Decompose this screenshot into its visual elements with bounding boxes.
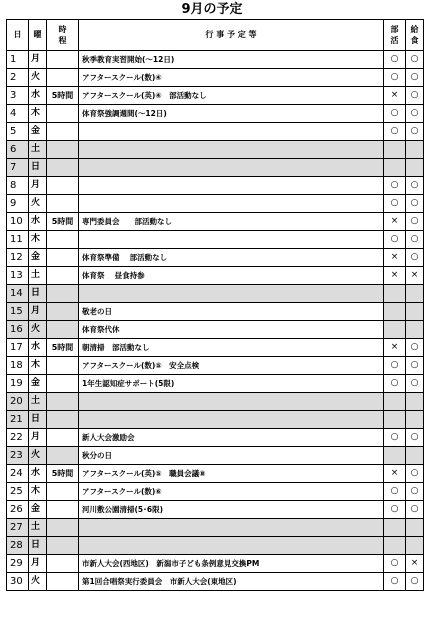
event-cell: アフタースクール(英)④ 部活動なし xyxy=(79,87,384,105)
header-lunch-line-2: 食 xyxy=(410,36,419,45)
header-row xyxy=(7,20,424,51)
day-cell: 29 xyxy=(7,555,29,573)
day-cell: 8 xyxy=(7,177,29,195)
event-cell xyxy=(79,159,384,177)
event-cell: アフタースクール(英)⑤ 職員会議⑧ xyxy=(79,465,384,483)
club-cell xyxy=(384,159,406,177)
event-cell: 秋分の日 xyxy=(79,447,384,465)
weekday-cell: 水 xyxy=(29,213,47,231)
period-cell xyxy=(47,321,79,339)
table-row xyxy=(7,321,424,339)
period-cell xyxy=(47,393,79,411)
period-cell xyxy=(47,519,79,537)
club-cell: ○ xyxy=(384,69,406,87)
day-cell: 21 xyxy=(7,411,29,429)
table-row xyxy=(7,213,424,231)
lunch-cell: ○ xyxy=(406,339,424,357)
weekday-cell: 火 xyxy=(29,447,47,465)
lunch-cell: ○ xyxy=(406,123,424,141)
day-cell: 23 xyxy=(7,447,29,465)
club-cell xyxy=(384,141,406,159)
day-cell: 22 xyxy=(7,429,29,447)
club-cell xyxy=(384,411,406,429)
header-weekday: 曜 xyxy=(29,20,47,51)
weekday-cell: 木 xyxy=(29,357,47,375)
lunch-cell: ○ xyxy=(406,483,424,501)
weekday-cell: 金 xyxy=(29,501,47,519)
weekday-cell: 日 xyxy=(29,537,47,555)
weekday-cell: 火 xyxy=(29,321,47,339)
header-club xyxy=(384,20,406,51)
club-cell: × xyxy=(384,213,406,231)
event-cell: 河川敷公園清掃(5･6限) xyxy=(79,501,384,519)
club-cell: × xyxy=(384,339,406,357)
club-cell: ○ xyxy=(384,177,406,195)
event-cell xyxy=(79,411,384,429)
club-cell: ○ xyxy=(384,231,406,249)
period-cell xyxy=(47,105,79,123)
period-cell xyxy=(47,537,79,555)
lunch-cell xyxy=(406,159,424,177)
table-row xyxy=(7,285,424,303)
event-cell xyxy=(79,231,384,249)
event-cell: 体育祭代休 xyxy=(79,321,384,339)
period-cell xyxy=(47,303,79,321)
table-row xyxy=(7,537,424,555)
lunch-cell: ○ xyxy=(406,213,424,231)
lunch-cell: ○ xyxy=(406,51,424,69)
event-cell xyxy=(79,393,384,411)
day-cell: 17 xyxy=(7,339,29,357)
lunch-cell: ○ xyxy=(406,195,424,213)
table-row xyxy=(7,483,424,501)
lunch-cell xyxy=(406,303,424,321)
club-cell: ○ xyxy=(384,357,406,375)
event-cell xyxy=(79,141,384,159)
header-lunch xyxy=(406,20,424,51)
event-cell xyxy=(79,195,384,213)
day-cell: 30 xyxy=(7,573,29,591)
table-row xyxy=(7,339,424,357)
period-cell xyxy=(47,447,79,465)
day-cell: 16 xyxy=(7,321,29,339)
table-row xyxy=(7,375,424,393)
event-cell: 専門委員会 部活動なし xyxy=(79,213,384,231)
table-row xyxy=(7,141,424,159)
lunch-cell: × xyxy=(406,555,424,573)
event-cell: 第1回合唱祭実行委員会 市新人大会(東地区) xyxy=(79,573,384,591)
table-row xyxy=(7,87,424,105)
period-cell xyxy=(47,429,79,447)
weekday-cell: 月 xyxy=(29,555,47,573)
period-cell: 5時間 xyxy=(47,87,79,105)
period-cell: 5時間 xyxy=(47,339,79,357)
lunch-cell xyxy=(406,411,424,429)
club-cell: ○ xyxy=(384,555,406,573)
lunch-cell xyxy=(406,285,424,303)
weekday-cell: 日 xyxy=(29,411,47,429)
lunch-cell: ○ xyxy=(406,69,424,87)
weekday-cell: 土 xyxy=(29,393,47,411)
event-cell: アフタースクール(数)④ xyxy=(79,69,384,87)
club-cell: ○ xyxy=(384,573,406,591)
weekday-cell: 火 xyxy=(29,573,47,591)
table-row xyxy=(7,249,424,267)
weekday-cell: 水 xyxy=(29,465,47,483)
table-row xyxy=(7,501,424,519)
club-cell xyxy=(384,285,406,303)
table-row xyxy=(7,393,424,411)
table-row xyxy=(7,267,424,285)
event-cell: アフタースクール(数)⑥ xyxy=(79,483,384,501)
weekday-cell: 金 xyxy=(29,375,47,393)
day-cell: 7 xyxy=(7,159,29,177)
period-cell xyxy=(47,69,79,87)
table-row xyxy=(7,465,424,483)
day-cell: 14 xyxy=(7,285,29,303)
schedule-table xyxy=(6,19,424,591)
table-row xyxy=(7,447,424,465)
weekday-cell: 土 xyxy=(29,519,47,537)
lunch-cell: ○ xyxy=(406,357,424,375)
header-club-line-1: 部 xyxy=(390,25,399,34)
day-cell: 19 xyxy=(7,375,29,393)
weekday-cell: 月 xyxy=(29,303,47,321)
header-events: 行 事 予 定 等 xyxy=(79,20,384,51)
day-cell: 6 xyxy=(7,141,29,159)
day-cell: 18 xyxy=(7,357,29,375)
lunch-cell: ○ xyxy=(406,429,424,447)
table-row xyxy=(7,123,424,141)
table-row xyxy=(7,231,424,249)
club-cell xyxy=(384,393,406,411)
event-cell xyxy=(79,285,384,303)
weekday-cell: 月 xyxy=(29,177,47,195)
period-cell xyxy=(47,231,79,249)
header-period-line-1: 時 xyxy=(58,25,67,34)
table-row xyxy=(7,573,424,591)
table-row xyxy=(7,519,424,537)
lunch-cell: ○ xyxy=(406,87,424,105)
schedule-body xyxy=(7,51,424,591)
club-cell xyxy=(384,537,406,555)
period-cell xyxy=(47,357,79,375)
club-cell: ○ xyxy=(384,375,406,393)
club-cell: × xyxy=(384,87,406,105)
weekday-cell: 金 xyxy=(29,249,47,267)
lunch-cell xyxy=(406,393,424,411)
weekday-cell: 日 xyxy=(29,285,47,303)
club-cell: ○ xyxy=(384,123,406,141)
header-period xyxy=(47,20,79,51)
lunch-cell: ○ xyxy=(406,105,424,123)
lunch-cell: ○ xyxy=(406,249,424,267)
period-cell: 5時間 xyxy=(47,465,79,483)
event-cell: 体育祭強調週間(～12日) xyxy=(79,105,384,123)
event-cell: 体育祭準備 部活動なし xyxy=(79,249,384,267)
header-period-line-2: 程 xyxy=(58,36,67,45)
weekday-cell: 木 xyxy=(29,231,47,249)
event-cell: 1年生認知症サポート(5限) xyxy=(79,375,384,393)
lunch-cell xyxy=(406,537,424,555)
weekday-cell: 月 xyxy=(29,51,47,69)
period-cell xyxy=(47,501,79,519)
weekday-cell: 月 xyxy=(29,429,47,447)
table-row xyxy=(7,69,424,87)
table-row xyxy=(7,51,424,69)
weekday-cell: 金 xyxy=(29,123,47,141)
day-cell: 11 xyxy=(7,231,29,249)
day-cell: 1 xyxy=(7,51,29,69)
table-row xyxy=(7,303,424,321)
lunch-cell: ○ xyxy=(406,501,424,519)
event-cell: アフタースクール(数)⑤ 安全点検 xyxy=(79,357,384,375)
table-row xyxy=(7,177,424,195)
event-cell xyxy=(79,123,384,141)
day-cell: 13 xyxy=(7,267,29,285)
lunch-cell: ○ xyxy=(406,375,424,393)
weekday-cell: 火 xyxy=(29,69,47,87)
table-row xyxy=(7,159,424,177)
weekday-cell: 木 xyxy=(29,483,47,501)
table-row xyxy=(7,195,424,213)
table-row xyxy=(7,357,424,375)
day-cell: 2 xyxy=(7,69,29,87)
period-cell xyxy=(47,159,79,177)
event-cell: 朝清掃 部活動なし xyxy=(79,339,384,357)
day-cell: 4 xyxy=(7,105,29,123)
lunch-cell xyxy=(406,321,424,339)
weekday-cell: 火 xyxy=(29,195,47,213)
lunch-cell: × xyxy=(406,267,424,285)
day-cell: 28 xyxy=(7,537,29,555)
club-cell: × xyxy=(384,249,406,267)
period-cell xyxy=(47,285,79,303)
club-cell: ○ xyxy=(384,483,406,501)
event-cell: 体育祭 昼食持参 xyxy=(79,267,384,285)
day-cell: 27 xyxy=(7,519,29,537)
period-cell xyxy=(47,141,79,159)
table-row xyxy=(7,555,424,573)
period-cell xyxy=(47,573,79,591)
club-cell: ○ xyxy=(384,429,406,447)
table-row xyxy=(7,105,424,123)
event-cell: 秋季教育実習開始(～12日) xyxy=(79,51,384,69)
table-row xyxy=(7,411,424,429)
period-cell xyxy=(47,249,79,267)
event-cell xyxy=(79,177,384,195)
day-cell: 10 xyxy=(7,213,29,231)
period-cell xyxy=(47,555,79,573)
day-cell: 12 xyxy=(7,249,29,267)
lunch-cell xyxy=(406,141,424,159)
weekday-cell: 日 xyxy=(29,159,47,177)
period-cell: 5時間 xyxy=(47,213,79,231)
header-club-line-2: 活 xyxy=(390,36,399,45)
club-cell: ○ xyxy=(384,105,406,123)
club-cell xyxy=(384,303,406,321)
event-cell: 新人大会激励会 xyxy=(79,429,384,447)
header-lunch-line-1: 給 xyxy=(410,25,419,34)
period-cell xyxy=(47,375,79,393)
club-cell xyxy=(384,321,406,339)
day-cell: 5 xyxy=(7,123,29,141)
day-cell: 20 xyxy=(7,393,29,411)
lunch-cell xyxy=(406,447,424,465)
day-cell: 24 xyxy=(7,465,29,483)
club-cell xyxy=(384,447,406,465)
table-row xyxy=(7,429,424,447)
period-cell xyxy=(47,267,79,285)
period-cell xyxy=(47,51,79,69)
club-cell: × xyxy=(384,465,406,483)
club-cell: × xyxy=(384,267,406,285)
lunch-cell: ○ xyxy=(406,465,424,483)
period-cell xyxy=(47,177,79,195)
lunch-cell xyxy=(406,519,424,537)
weekday-cell: 水 xyxy=(29,87,47,105)
header-day: 日 xyxy=(7,20,29,51)
period-cell xyxy=(47,123,79,141)
club-cell: ○ xyxy=(384,195,406,213)
period-cell xyxy=(47,195,79,213)
day-cell: 15 xyxy=(7,303,29,321)
event-cell xyxy=(79,519,384,537)
club-cell xyxy=(384,519,406,537)
day-cell: 25 xyxy=(7,483,29,501)
weekday-cell: 土 xyxy=(29,267,47,285)
weekday-cell: 土 xyxy=(29,141,47,159)
weekday-cell: 木 xyxy=(29,105,47,123)
lunch-cell: ○ xyxy=(406,177,424,195)
club-cell: ○ xyxy=(384,51,406,69)
weekday-cell: 水 xyxy=(29,339,47,357)
club-cell: ○ xyxy=(384,501,406,519)
event-cell: 市新人大会(西地区) 新潟市子ども条例意見交換PM xyxy=(79,555,384,573)
day-cell: 26 xyxy=(7,501,29,519)
day-cell: 9 xyxy=(7,195,29,213)
period-cell xyxy=(47,411,79,429)
period-cell xyxy=(47,483,79,501)
lunch-cell: ○ xyxy=(406,573,424,591)
event-cell xyxy=(79,537,384,555)
event-cell: 敬老の日 xyxy=(79,303,384,321)
day-cell: 3 xyxy=(7,87,29,105)
page-title: 9月の予定 xyxy=(181,2,243,17)
lunch-cell: ○ xyxy=(406,231,424,249)
